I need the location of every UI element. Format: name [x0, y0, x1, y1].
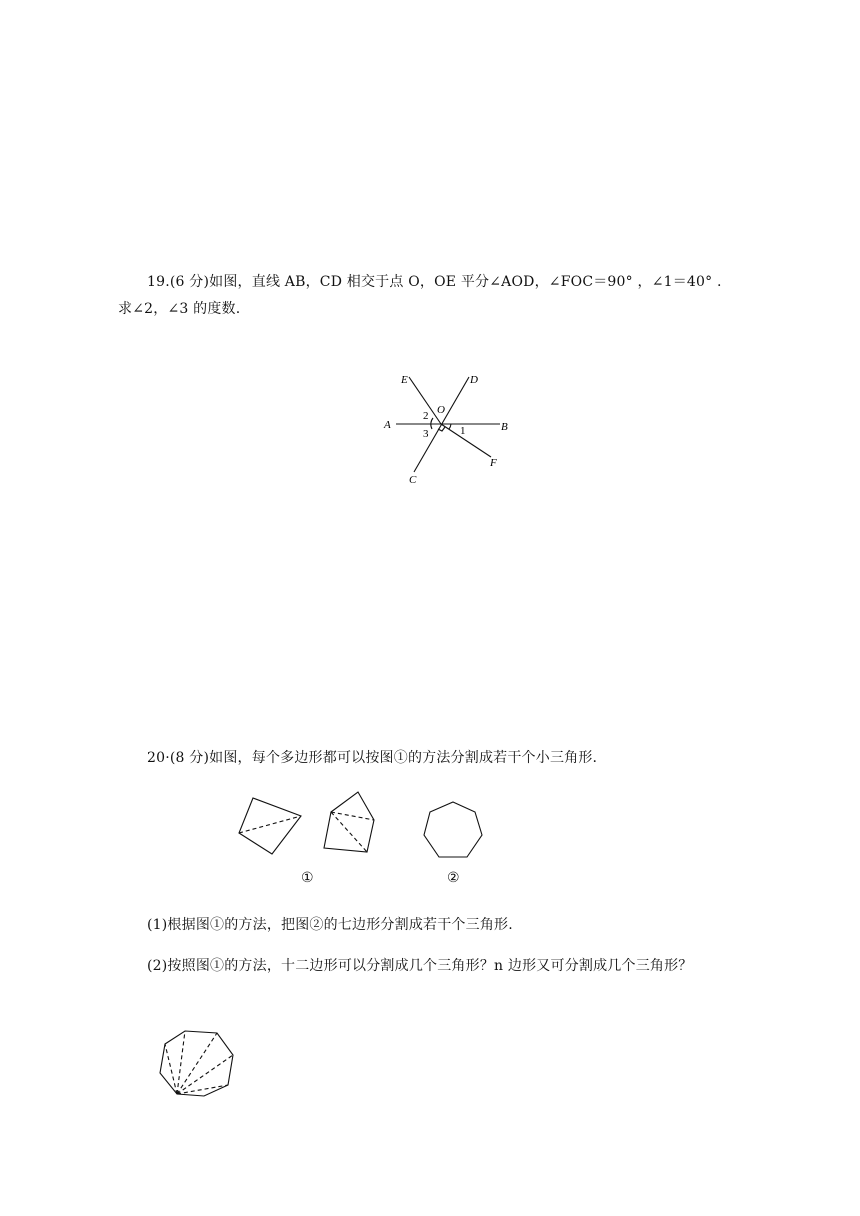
- q19-statement-line2: 求∠2，∠3 的度数.: [118, 301, 241, 317]
- q20-figure-2-heptagon: [420, 800, 486, 862]
- q20-part2: (2)按照图①的方法，十二边形可以分割成几个三角形？n 边形又可分割成几个三角形？: [147, 958, 693, 974]
- label-d: D: [470, 374, 478, 386]
- label-o: O: [437, 404, 445, 416]
- label-a: A: [384, 419, 391, 431]
- angle-label-3: 3: [423, 428, 429, 440]
- angle-1-arc: [449, 424, 451, 429]
- answer-heptagon-divided-figure: [155, 1028, 239, 1100]
- label-c: C: [409, 474, 417, 486]
- label-f: F: [490, 457, 497, 469]
- q20-figure-1-quadrilateral: [232, 795, 312, 860]
- q20-part1: (1)根据图①的方法，把图②的七边形分割成若干个三角形.: [147, 917, 513, 933]
- label-b: B: [501, 421, 508, 433]
- ray-of: [441, 424, 491, 457]
- q19-statement-line1: 19.(6 分)如图，直线 AB，CD 相交于点 O，OE 平分∠AOD，∠FOC＝90° ，∠1＝40° .: [147, 274, 722, 290]
- label-e: E: [401, 374, 408, 386]
- q20-statement: 20·(8 分)如图，每个多边形都可以按图①的方法分割成若干个小三角形.: [147, 750, 598, 766]
- angle-label-2: 2: [423, 410, 429, 422]
- q20-figure-1-pentagon: [318, 788, 383, 858]
- q20-caption-1: ①: [301, 870, 314, 886]
- q20-caption-2: ②: [447, 870, 460, 886]
- right-angle-mark: [438, 427, 445, 431]
- q19-intersecting-lines-figure: [370, 365, 520, 495]
- angle-label-1: 1: [460, 425, 466, 437]
